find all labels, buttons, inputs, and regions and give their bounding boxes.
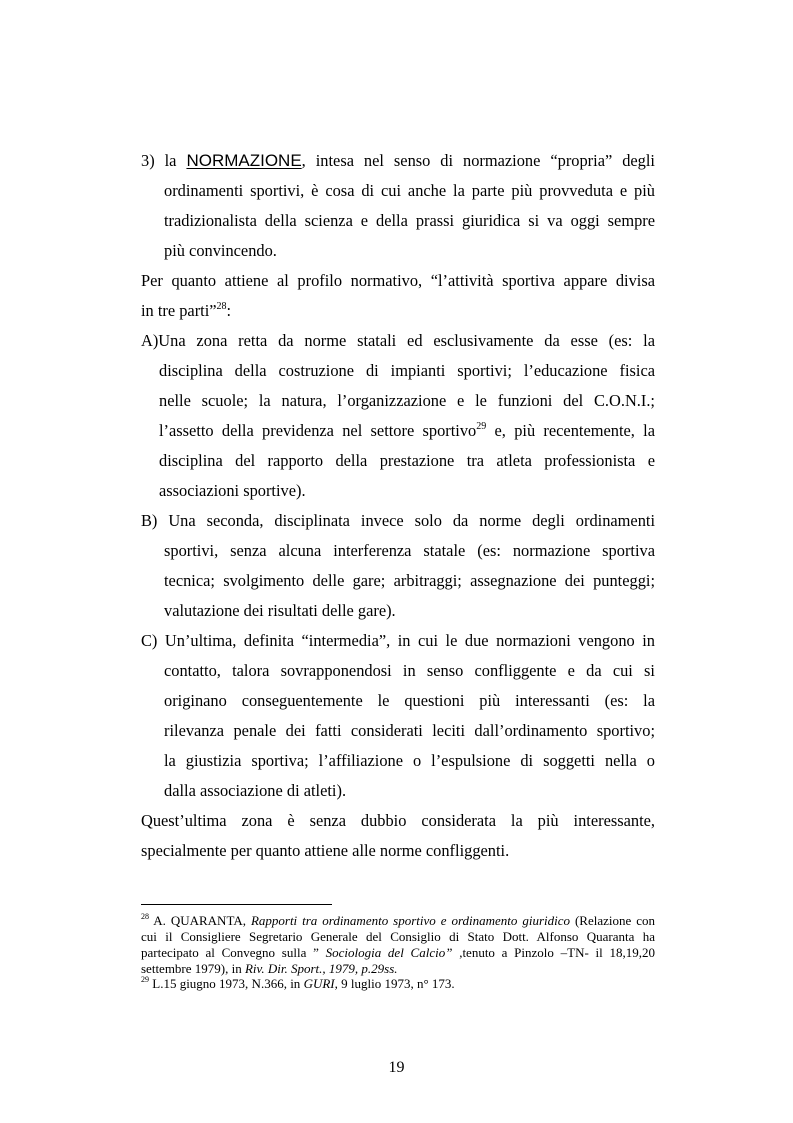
intro-line2-colon: : [226, 301, 232, 320]
footnote-28-line3-rest: ,tenuto a Pinzolo –TN- il 18,19,20 [452, 945, 656, 960]
footnote-28-line3 [141, 945, 655, 960]
footnote-28-author: A. QUARANTA, [149, 913, 251, 928]
item3-line2: ordinamenti sportivi, è cosa di cui anche la parte più provveduta e più [164, 181, 655, 200]
itemA-line4-text: l’assetto della previdenza nel settore sportivo [159, 421, 477, 440]
footnote-29-rest: 9 luglio 1973, n° 173. [337, 976, 455, 991]
item3-post: , intesa nel senso di normazione “propria” degli [301, 151, 655, 170]
intro-line2 [141, 301, 231, 321]
itemA-line5: disciplina del rapporto della prestazione tra atleta professionista e [159, 451, 655, 470]
footnote-28-title: Rapporti tra ordinamento sportivo e ordinamento giuridico [250, 913, 571, 928]
footnote-separator [141, 904, 332, 905]
itemA-line4 [159, 421, 655, 441]
itemC-line4: rilevanza penale dei fatti considerati leciti dall’ordinamento sportivo; [164, 721, 655, 740]
itemB-line2: sportivi, senza alcuna interferenza statale (es: normazione sportiva [164, 541, 655, 560]
item3-term: NORMAZIONE [186, 151, 302, 170]
itemB-line1: B) Una seconda, disciplinata invece solo da norme degli ordinamenti [141, 511, 655, 530]
itemA-line2: disciplina della costruzione di impianti sportivi; l’educazione fisica [159, 361, 655, 380]
itemC-line3: originano conseguentemente le questioni più interessanti (es: la [164, 691, 655, 710]
itemA-line1: A)Una zona retta da norme statali ed esclusivamente da esse (es: la [141, 331, 655, 350]
closing-line1: Quest’ultima zona è senza dubbio considerata la più interessante, [141, 811, 655, 830]
footnote-29 [141, 976, 455, 991]
footnote-28-event: Sociologia del Calcio” [325, 945, 453, 960]
footnote-ref-28: 28 [216, 300, 227, 312]
footnote-29-source: GURI, [303, 976, 338, 991]
item3-marker: 3) [141, 151, 155, 170]
item3-line3: tradizionalista della scienza e della prassi giuridica si va oggi sempre [164, 211, 655, 230]
intro-line2-text: in tre parti” [141, 301, 217, 320]
itemC-line1: C) Un’ultima, definita “intermedia”, in cui le due normazioni vengono in [141, 631, 655, 650]
footnote-29-text: L.15 giugno 1973, N.366, in [149, 976, 304, 991]
closing-line2: specialmente per quanto attiene alle norme confliggenti. [141, 841, 510, 860]
itemB-line3: tecnica; svolgimento delle gare; arbitraggi; assegnazione dei punteggi; [164, 571, 655, 590]
itemC-line5: la giustizia sportiva; l’affiliazione o l’espulsione di soggetti nella o [164, 751, 655, 770]
footnote-28-journal: Riv. Dir. Sport., 1979, p.29ss. [244, 961, 398, 976]
footnote-28-text: (Relazione con [570, 913, 655, 928]
footnote-28-line4-text: settembre 1979), in [141, 961, 245, 976]
footnote-28-line4 [141, 961, 398, 976]
itemB-line4: valutazione dei risultati delle gare). [164, 601, 396, 620]
footnote-28-line2: cui il Consigliere Segretario Generale del Consiglio di Stato Dott. Alfonso Quaranta ha [141, 929, 655, 944]
intro-line1: Per quanto attiene al profilo normativo, “l’attività sportiva appare divisa [141, 271, 655, 290]
footnote-28-line1 [141, 913, 655, 928]
itemA-line3: nelle scuole; la natura, l’organizzazione e le funzioni del C.O.N.I.; [159, 391, 655, 410]
item3-line4: più convincendo. [164, 241, 277, 260]
footnote-29-number: 29 [141, 974, 149, 984]
item3-line1 [141, 151, 655, 171]
footnote-28-number: 28 [141, 911, 149, 921]
itemA-line6: associazioni sportive). [159, 481, 306, 500]
footnote-28-line3-text: partecipato al Convegno sulla ” [141, 945, 326, 960]
itemC-line6: dalla associazione di atleti). [164, 781, 347, 800]
page-number: 19 [388, 1059, 405, 1076]
item3-pre: la [164, 151, 177, 170]
itemA-line4-rest: e, più recentemente, la [486, 421, 655, 440]
footnote-ref-29: 29 [476, 420, 487, 432]
itemC-line2: contatto, talora sovrapponendosi in senso confliggente e da cui si [164, 661, 655, 680]
